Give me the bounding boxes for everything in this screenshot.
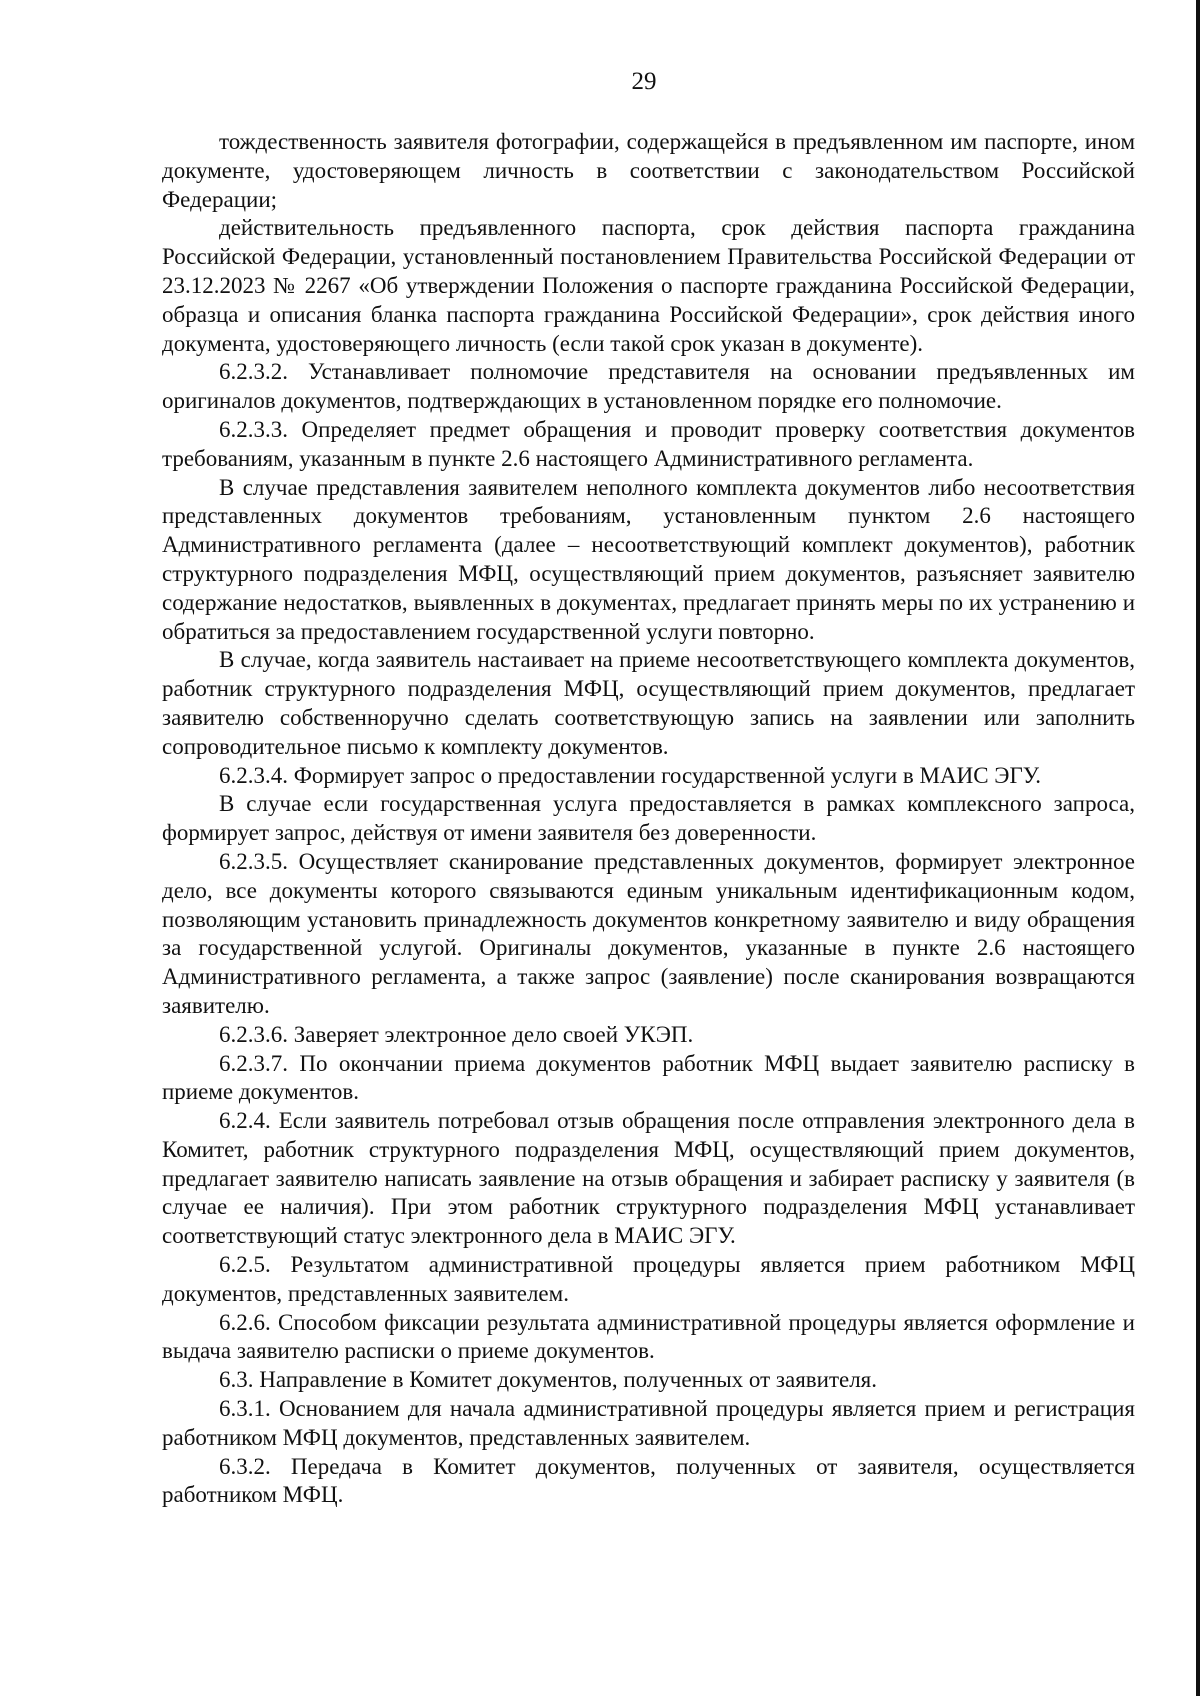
paragraph-6-3-2: 6.3.2. Передача в Комитет документов, полученных от заявителя, осуществляется работником МФЦ. — [162, 1453, 1135, 1508]
paragraph-6-2-3-5: 6.2.3.5. Осуществляет сканирование представленных документов, формирует электронное дело, все документы которого связываются единым уникальным идентификационным кодом, позволяющим установить принадлежность документов конкретному заявителю и виду обращения за государственной услугой. Оригиналы документов, указанные в пункте 2.6 настоящего Административного регламента, а также запрос (заявление) после сканирования возвращаются заявителю. — [162, 848, 1135, 1018]
paragraph-6-2-3-7: 6.2.3.7. По окончании приема документов работник МФЦ выдает заявителю расписку в приеме документов. — [162, 1050, 1135, 1105]
paragraph-complex-request: В случае если государственная услуга предоставляется в рамках комплексного запроса, формирует запрос, действуя от имени заявителя без доверенности. — [162, 791, 1135, 846]
paragraph-6-2-3-6: 6.2.3.6. Заверяет электронное дело своей УКЭП. — [219, 1021, 694, 1047]
paragraph-6-2-3-4: 6.2.3.4. Формирует запрос о предоставлении государственной услуги в МАИС ЭГУ. — [219, 762, 1042, 788]
paragraph-6-3: 6.3. Направление в Комитет документов, полученных от заявителя. — [219, 1367, 878, 1393]
paragraph-6-2-4: 6.2.4. Если заявитель потребовал отзыв обращения после отправления электронного дела в Комитет, работник структурного подразделения МФЦ, осуществляющий прием документов, предлагает заявителю написать заявление на отзыв обращения и забирает расписку у заявителя (в случае ее наличия). При этом работник структурного подразделения МФЦ устанавливает соответствующий статус электронного дела в МАИС ЭГУ. — [162, 1108, 1135, 1249]
paragraph-incomplete-documents: В случае представления заявителем неполного комплекта документов либо несоответствия представленных документов требованиям, установленным пунктом 2.6 настоящего Административного регламента (далее – несоответствующий комплект документов), работник структурного подразделения МФЦ, осуществляющий прием документов, разъясняет заявителю содержание недостатков, выявленных в документах, предлагает принять меры по их устранению и обратиться за предоставлением государственной услуги повторно. — [162, 474, 1135, 644]
paragraph-6-2-6: 6.2.6. Способом фиксации результата административной процедуры является оформление и выдача заявителю расписки о приеме документов. — [162, 1309, 1135, 1364]
page-number: 29 — [631, 68, 657, 95]
paragraph-6-2-3-2: 6.2.3.2. Устанавливает полномочие представителя на основании предъявленных им оригиналов документов, подтверждающих в установленном порядке его полномочие. — [162, 359, 1135, 414]
page-edge-border — [1196, 0, 1200, 1696]
paragraph-applicant-insists: В случае, когда заявитель настаивает на приеме несоответствующего комплекта документов, работник структурного подразделения МФЦ, осуществляющий прием документов, предлагает заявителю собственноручно сделать соответствующую запись на заявлении или заполнить сопроводительное письмо к комплекту документов. — [162, 647, 1135, 759]
paragraph-identity-check: тождественность заявителя фотографии, содержащейся в предъявленном им паспорте, ином документе, удостоверяющем личность в соответствии с законодательством Российской Федерации; — [162, 129, 1135, 212]
paragraph-6-2-5: 6.2.5. Результатом административной процедуры является прием работником МФЦ документов, представленных заявителем. — [162, 1252, 1135, 1306]
paragraph-passport-validity: действительность предъявленного паспорта, срок действия паспорта гражданина Российской Федерации, установленный постановлением Правительства Российской Федерации от 23.12.2023 № 2267 «Об утверждении Положения о паспорте гражданина Российской Федерации, образца и описания бланка паспорта гражданина Российской Федерации», срок действия иного документа, удостоверяющего личность (если такой срок указан в документе). — [162, 215, 1135, 356]
paragraph-6-2-3-3: 6.2.3.3. Определяет предмет обращения и проводит проверку соответствия документов требованиям, указанным в пункте 2.6 настоящего Административного регламента. — [162, 416, 1135, 471]
document-body — [162, 128, 1135, 1510]
paragraph-6-3-1: 6.3.1. Основанием для начала административной процедуры является прием и регистрация работником МФЦ документов, представленных заявителем. — [162, 1396, 1135, 1450]
